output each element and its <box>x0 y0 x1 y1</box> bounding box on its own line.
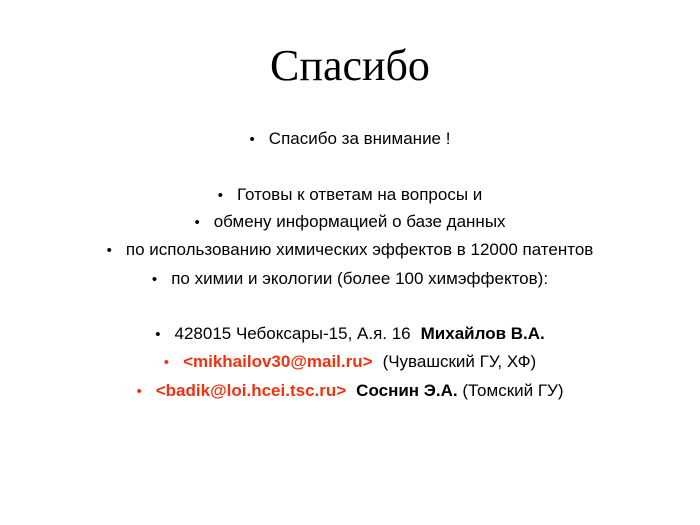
bullet-icon: • <box>217 187 223 204</box>
usage-text: по использованию химических эффектов в 12000 патентов <box>125 240 594 259</box>
bullet-icon: • <box>194 214 200 231</box>
address-text: 428015 Чебоксары-15, А.я. 16 <box>174 324 411 343</box>
email-link-mikhailov[interactable]: <mikhailov30@mail.ru> <box>183 352 373 371</box>
contact-email-line-2 <box>0 380 700 403</box>
bullet-icon: • <box>151 271 158 288</box>
contact-name-sosnin: Соснин Э.А. <box>356 381 458 400</box>
bullet-icon: • <box>163 354 170 371</box>
slide-title: Спасибо <box>270 41 430 90</box>
org-chuvash: (Чувашский ГУ, ХФ) <box>382 352 537 371</box>
contact-address-line <box>0 323 700 346</box>
bullet-exchange <box>0 211 700 234</box>
bullet-icon: • <box>155 326 161 343</box>
bullet-icon: • <box>136 383 142 400</box>
thanks-text: Спасибо за внимание ! <box>268 129 451 148</box>
bullet-usage <box>0 239 700 262</box>
ready-text: Готовы к ответам на вопросы и <box>236 185 483 204</box>
email-link-badik[interactable]: <badik@loi.hcei.tsc.ru> <box>155 381 347 400</box>
bullet-icon: • <box>106 242 112 259</box>
bullet-chemistry <box>0 268 700 291</box>
exchange-text: обмену информацией о базе данных <box>213 212 506 231</box>
chemistry-text: по химии и экологии (более 100 химэффектов): <box>171 269 549 288</box>
contact-email-line-1 <box>0 351 700 374</box>
contact-name-mikhailov: Михайлов В.А. <box>420 324 545 343</box>
org-tomsk: (Томский ГУ) <box>462 381 564 400</box>
bullet-icon: • <box>249 131 255 148</box>
bullet-thanks <box>0 128 700 151</box>
bullet-ready <box>0 184 700 207</box>
